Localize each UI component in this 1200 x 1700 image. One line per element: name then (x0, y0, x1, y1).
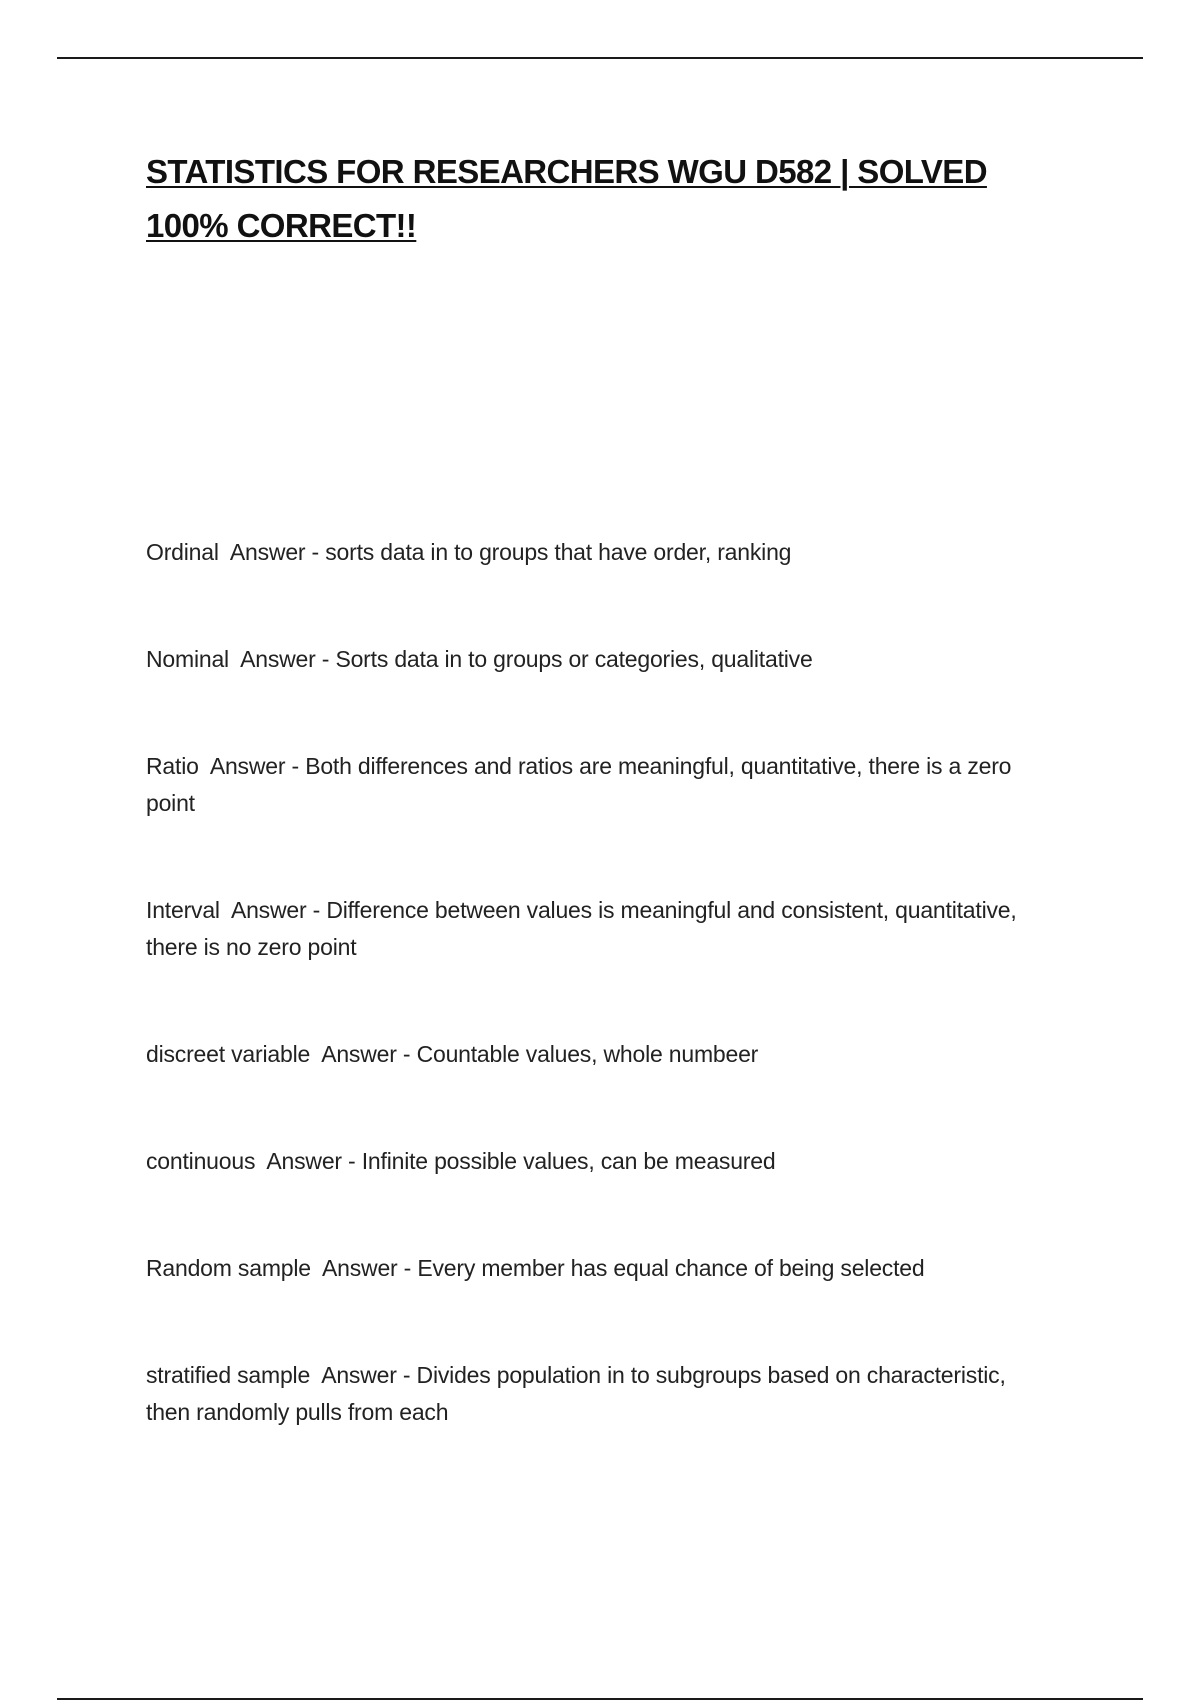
qa-item-stratified-sample (146, 1357, 1046, 1431)
qa-item-ordinal (146, 534, 1046, 571)
qa-term: Nominal (146, 646, 229, 672)
qa-answer: Countable values, whole numbeer (416, 1041, 759, 1067)
answer-label: Answer - (230, 897, 321, 923)
qa-answer: Every member has equal chance of being selected (417, 1255, 925, 1281)
qa-term: Ratio (146, 753, 199, 779)
answer-label: Answer - (321, 1041, 411, 1067)
answer-label: Answer - (240, 646, 330, 672)
qa-term: continuous (146, 1148, 256, 1174)
qa-term: Interval (146, 897, 220, 923)
answer-label: Answer - (322, 1255, 412, 1281)
qa-item-interval (146, 892, 1046, 966)
qa-item-continuous (146, 1143, 1046, 1180)
qa-term: Random sample (146, 1255, 311, 1281)
qa-item-random-sample (146, 1250, 1046, 1287)
qa-term: Ordinal (146, 539, 219, 565)
qa-term: stratified sample (146, 1362, 311, 1388)
qa-answer: sorts data in to groups that have order, ranking (325, 539, 792, 565)
qa-answer: Infinite possible values, can be measured (361, 1148, 776, 1174)
document-title: STATISTICS FOR RESEARCHERS WGU D582 | SOLVED 100% CORRECT!! (146, 153, 987, 244)
answer-label: Answer - (229, 539, 320, 565)
top-rule (57, 57, 1143, 59)
answer-label: Answer - (209, 753, 299, 779)
answer-label: Answer - (266, 1148, 356, 1174)
qa-item-nominal (146, 641, 1046, 678)
qa-answer: Both differences and ratios are meaningful, quantitative, there is a zero point (146, 753, 1012, 816)
qa-answer: Difference between values is meaningful and consistent, quantitative, there is no zero point (146, 897, 1017, 960)
qa-item-discreet-variable (146, 1036, 1046, 1073)
qa-list (146, 534, 1046, 1501)
answer-label: Answer - (321, 1362, 411, 1388)
qa-term: discreet variable (146, 1041, 311, 1067)
qa-item-ratio (146, 748, 1046, 822)
qa-answer: Divides population in to subgroups based on characteristic, then randomly pulls from each (146, 1362, 1006, 1425)
qa-answer: Sorts data in to groups or categories, qualitative (335, 646, 813, 672)
